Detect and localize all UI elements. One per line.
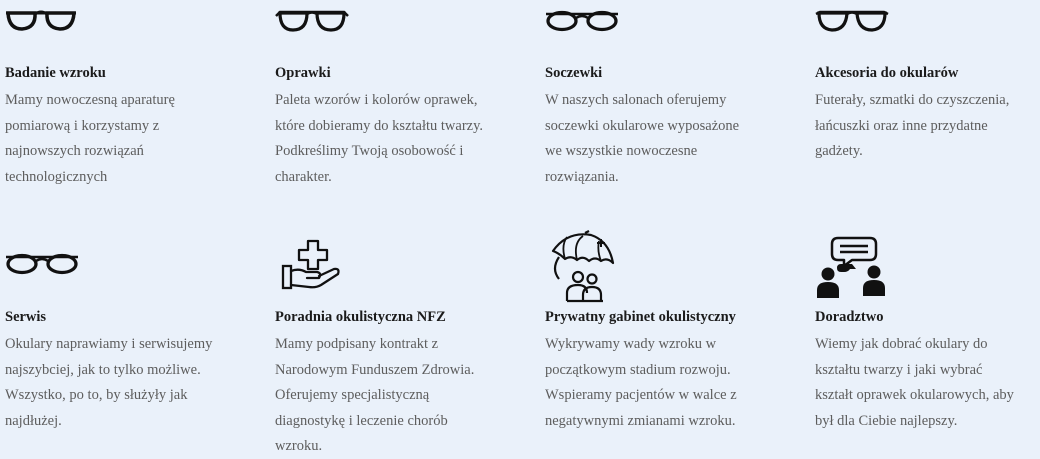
family-umbrella-health-icon [547,229,617,303]
feature-description [5,88,247,190]
feature-description-line: diagnostykę i leczenie chorób [275,412,448,429]
feature-title: Soczewki [545,65,603,81]
feature-title: Akcesoria do okularów [815,65,959,81]
feature-description [815,88,1040,165]
feature-description-line: Mamy nowoczesną aparaturę [5,92,175,108]
eyeglasses-icon [5,8,77,34]
eyeglasses-icon [545,9,619,33]
feature-description-line: kształt oprawek okularowych, aby [815,387,1014,403]
eyeglasses-icon [815,8,889,34]
consultation-chat-icon [816,234,888,298]
feature-description-line: łańcuszki oraz inne przydatne [815,117,988,134]
feature-description-line: początkowym stadium rozwoju. [545,361,731,378]
feature-description [815,332,1040,434]
feature-title: Poradnia okulistyczna NFZ [275,309,446,325]
feature-description-line: pomiarową i korzystamy z [5,117,160,134]
feature-description-line: negatywnymi zmianami wzroku. [545,412,736,429]
feature-description-line: rozwiązania. [545,168,619,185]
eyeglasses-icon [5,252,79,276]
feature-description-line: gadżety. [815,143,863,159]
feature-description [275,332,517,459]
feature-description-line: które dobieramy do kształtu twarzy. [275,117,484,134]
feature-description-line: był dla Ciebie najlepszy. [815,412,958,429]
feature-title: Badanie wzroku [5,65,106,81]
feature-description-line: technologicznych [5,168,108,185]
feature-description [275,88,517,190]
feature-description-line: Wiemy jak dobrać okulary do [815,336,988,352]
feature-description-line: Paleta wzorów i kolorów oprawek, [275,92,478,108]
feature-description-line: najnowszych rozwiązań [5,143,144,159]
feature-description-line: najszybciej, jak to tylko możliwe. [5,361,201,378]
feature-description [545,332,787,434]
feature-description-line: W naszych salonach oferujemy [545,92,727,108]
feature-description-line: Narodowym Funduszem Zdrowia. [275,361,475,378]
feature-description-line: najdłużej. [5,412,62,429]
feature-description-line: wzroku. [275,438,323,454]
feature-description-line: Oferujemy specjalistyczną [275,387,430,403]
medical-care-hand-icon [281,238,343,294]
feature-description-line: Wszystko, po to, by służyły jak [5,387,188,403]
feature-description-line: Mamy podpisany kontrakt z [275,336,439,352]
feature-description-line: Podkreślimy Twoją osobowość i [275,143,464,159]
feature-description-line: we wszystkie nowoczesne [545,143,698,159]
feature-description-line: kształtu twarzy i jaki wybrać [815,361,983,378]
feature-description-line: Wykrywamy wady wzroku w [545,336,717,352]
feature-description-line: Wspieramy pacjentów w walce z [545,387,737,403]
feature-title: Prywatny gabinet okulistyczny [545,309,736,325]
eyeglasses-icon [275,8,349,34]
feature-description-line: Futerały, szmatki do czyszczenia, [815,92,1010,108]
feature-title: Serwis [5,309,47,325]
feature-description-line: charakter. [275,168,332,185]
feature-description-line: Okulary naprawiamy i serwisujemy [5,336,213,352]
feature-title: Oprawki [275,65,331,81]
feature-description-line: soczewki okularowe wyposażone [545,117,740,134]
feature-description [5,332,247,434]
feature-description [545,88,787,190]
feature-title: Doradztwo [815,309,884,325]
